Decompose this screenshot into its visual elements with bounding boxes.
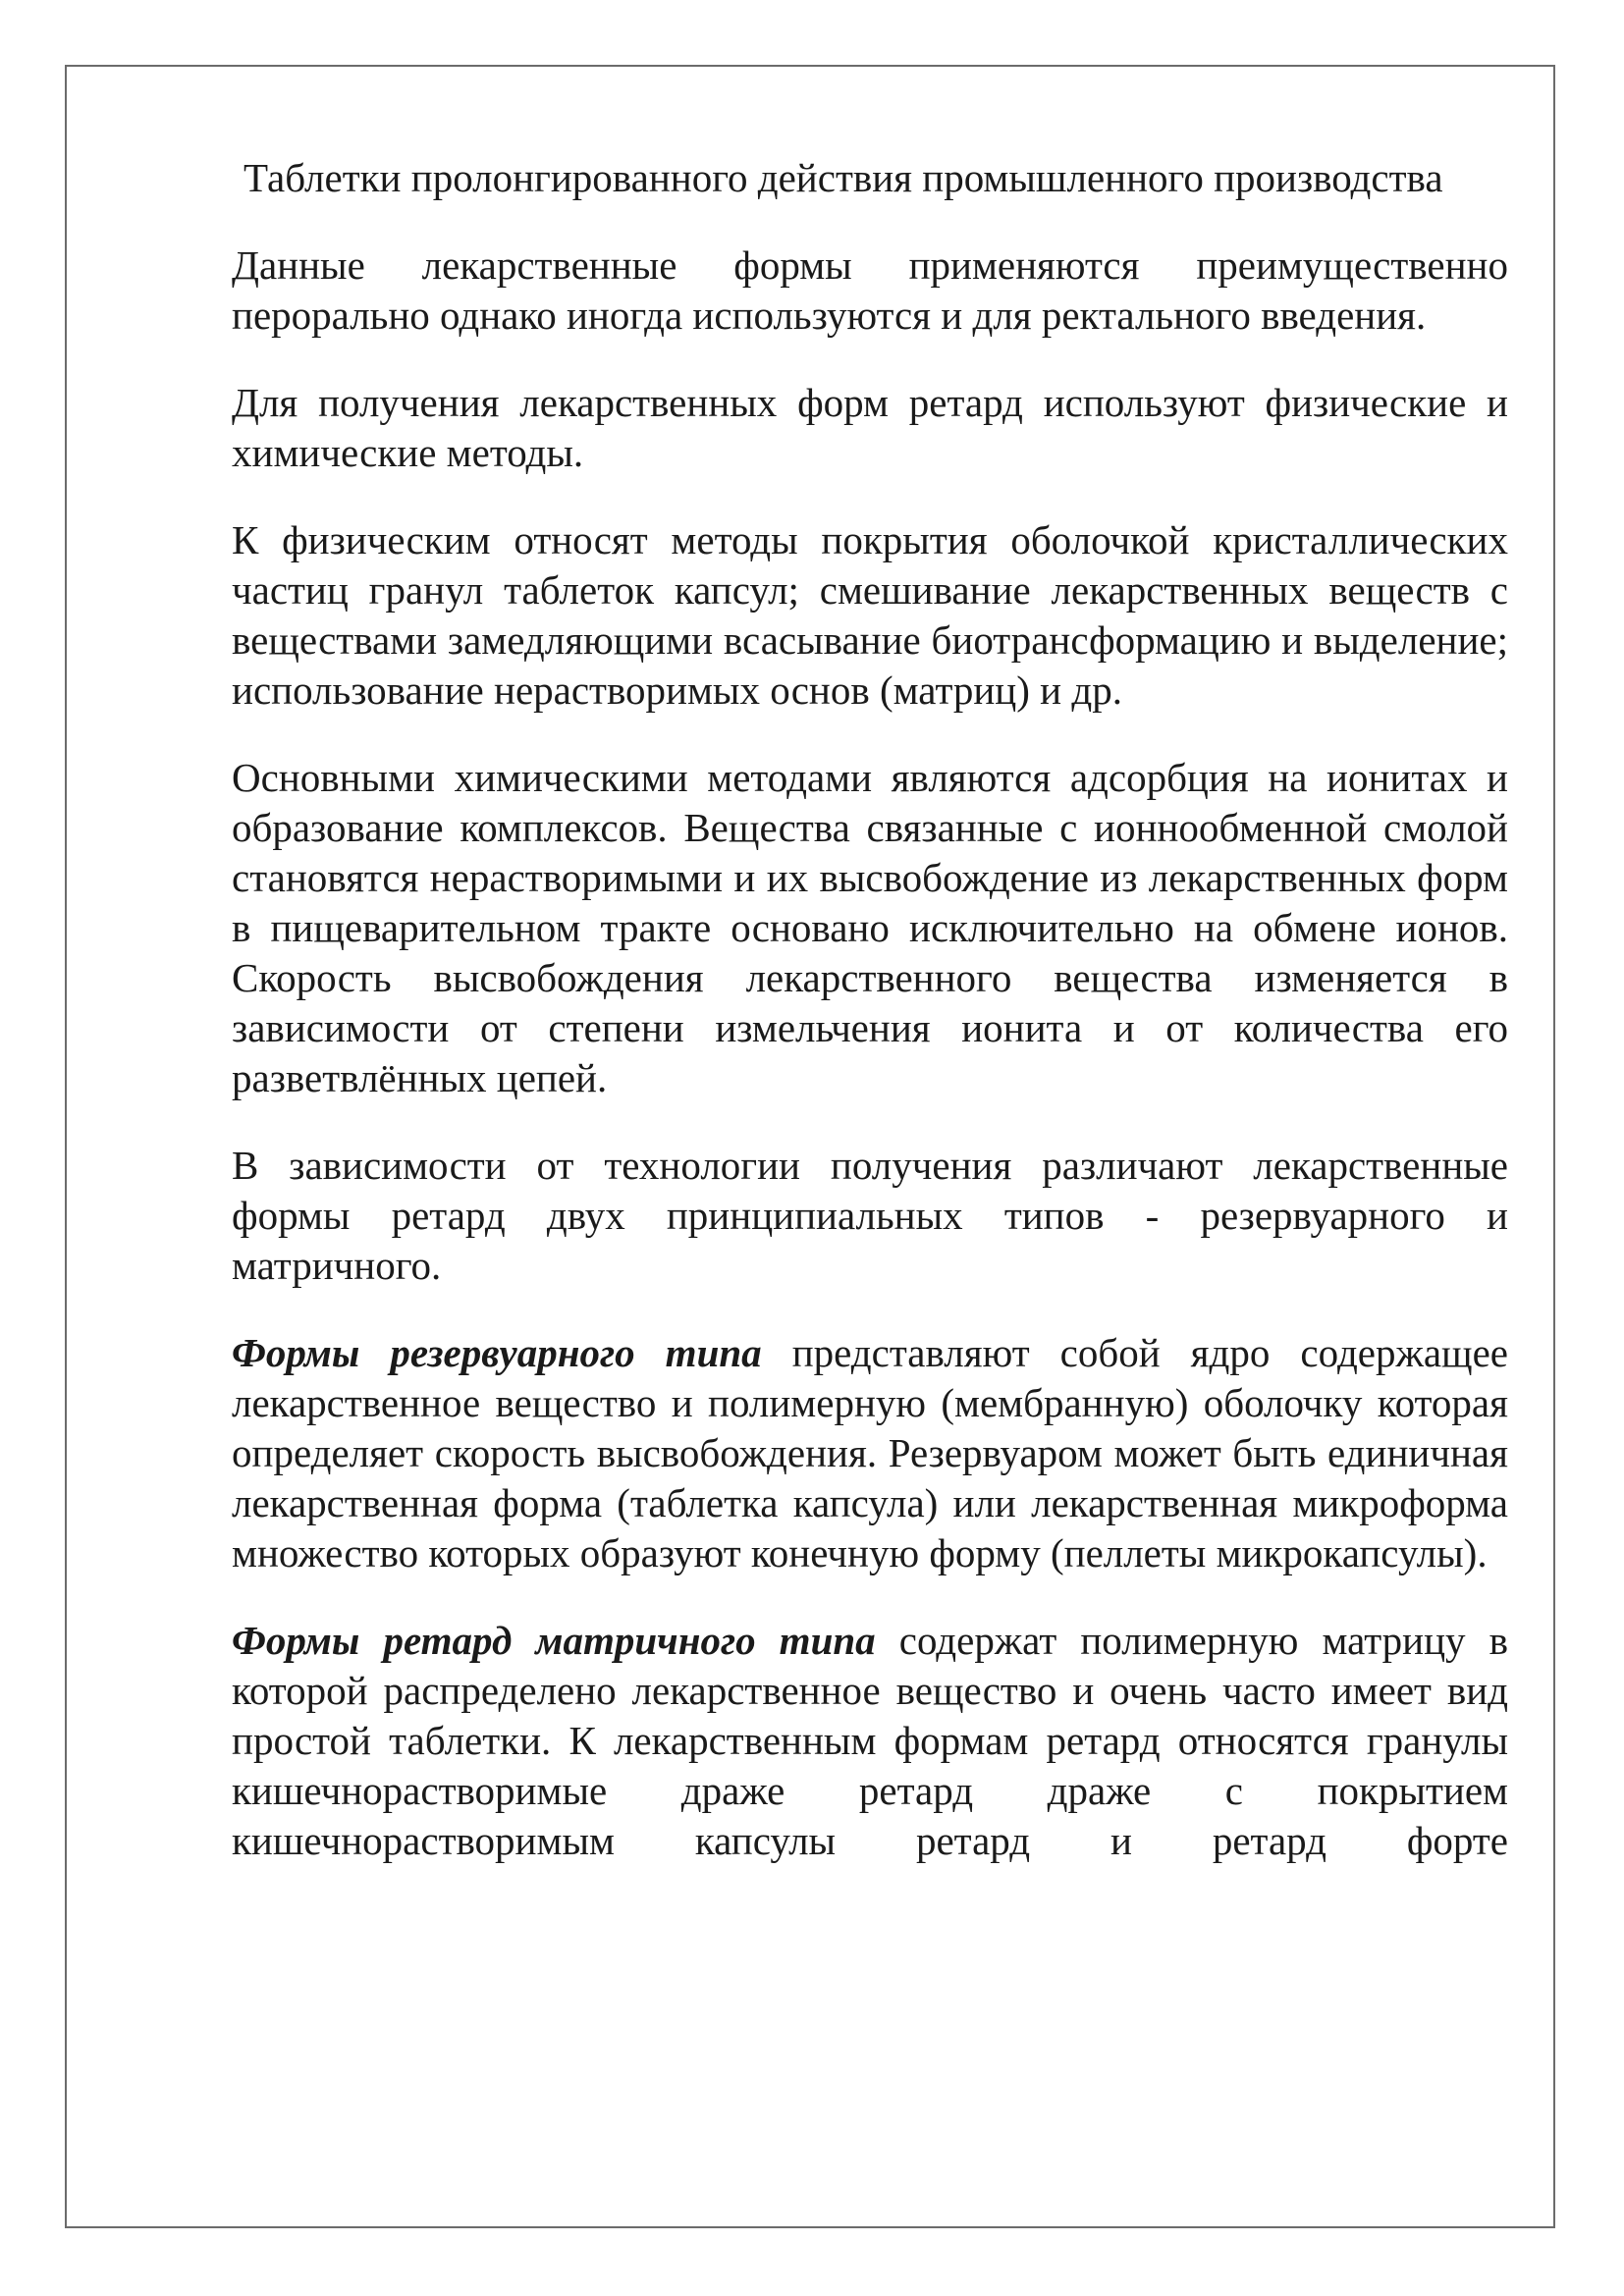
reservoir-type-term: Формы резервуарного типа [232, 1330, 762, 1375]
paragraph-intro: Данные лекарственные формы применяются преимущественно перорально однако иногда используются и для ректального введения. [232, 242, 1508, 338]
paragraph-types: В зависимости от технологии получения различают лекарственные формы ретард двух принципиальных типов - резервуарного и матричного. [232, 1143, 1508, 1288]
paragraph-reservoir-type [232, 1328, 1508, 1578]
paragraph-chemical-methods: Основными химическими методами являются адсорбция на ионитах и образование комплексов. Вещества связанные с ионнообменной смолой становятся нерастворимыми и их высвобождение из лекарственных форм в пищеварительном тракте основано исключительно на обмене ионов. Скорость высвобождения лекарственного вещества изменяется в зависимости от степени измельчения ионита и от количества его разветвлённых цепей. [232, 755, 1508, 1100]
document-body [232, 153, 1508, 1866]
document-title: Таблетки пролонгированного действия промышленного производства [244, 155, 1443, 200]
matrix-type-text: содержат полимерную матрицу в которой распределено лекарственное вещество и очень часто имеет вид простой таблетки. К лекарственным формам ретард относятся гранулы кишечнорастворимые драже ретард драже с покрытием кишечнорастворимым капсулы ретард и ретард форте [232, 1618, 1509, 1863]
paragraph-methods: Для получения лекарственных форм ретард используют физические и химические методы. [232, 380, 1508, 475]
paragraph-physical-methods: К физическим относят методы покрытия оболочкой кристаллических частиц гранул таблеток капсул; смешивание лекарственных веществ с веществами замедляющими всасывание биотрансформацию и выделение; использование нерастворимых основ (матриц) и др. [232, 517, 1508, 713]
reservoir-type-text: представляют собой ядро содержащее лекарственное вещество и полимерную (мембранную) оболочку которая определяет скорость высвобождения. Резервуаром может быть единичная лекарственная форма (таблетка капсула) или лекарственная микроформа множество которых образуют конечную форму (пеллеты микрокапсулы). [232, 1330, 1508, 1575]
paragraph-matrix-type [232, 1616, 1508, 1866]
matrix-type-term: Формы ретард матричного типа [232, 1618, 876, 1663]
